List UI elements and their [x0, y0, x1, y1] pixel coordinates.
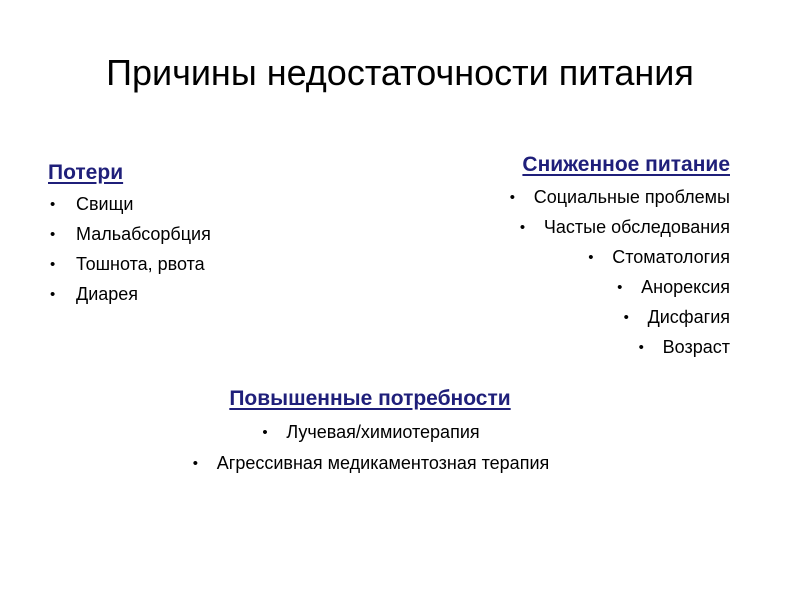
list-item	[150, 421, 590, 443]
list-item-text: • Стоматология	[586, 246, 730, 268]
reduced-intake-block	[370, 152, 730, 366]
losses-block	[48, 160, 348, 313]
list-item-text: • Лучевая/химиотерапия	[260, 421, 479, 443]
losses-heading: Потери	[48, 161, 124, 184]
increased-needs-list	[150, 421, 590, 474]
slide-title: Причины недостаточности питания	[106, 52, 694, 93]
list-item	[370, 216, 730, 238]
list-item	[370, 336, 730, 358]
reduced-intake-heading: Сниженное питание	[522, 153, 730, 176]
list-item	[150, 452, 590, 474]
increased-needs-heading: Повышенные потребности	[229, 387, 511, 410]
list-item: • Мальабсорбция	[48, 223, 348, 245]
list-item: • Тошнота, рвота	[48, 253, 348, 275]
list-item-text: • Агрессивная медикаментозная терапия	[191, 452, 550, 474]
list-item-text: • Частые обследования	[518, 216, 730, 238]
list-item: • Диарея	[48, 283, 348, 305]
reduced-intake-list	[370, 186, 730, 358]
list-item: • Свищи	[48, 193, 348, 215]
list-item	[370, 186, 730, 208]
list-item-text: • Анорексия	[615, 276, 730, 298]
list-item-text: • Социальные проблемы	[508, 186, 730, 208]
list-item	[370, 306, 730, 328]
list-item	[370, 276, 730, 298]
list-item-text: • Возраст	[637, 336, 730, 358]
list-item-text: • Дисфагия	[622, 306, 730, 328]
losses-list	[48, 193, 348, 305]
list-item	[370, 246, 730, 268]
increased-needs-block	[150, 386, 590, 483]
